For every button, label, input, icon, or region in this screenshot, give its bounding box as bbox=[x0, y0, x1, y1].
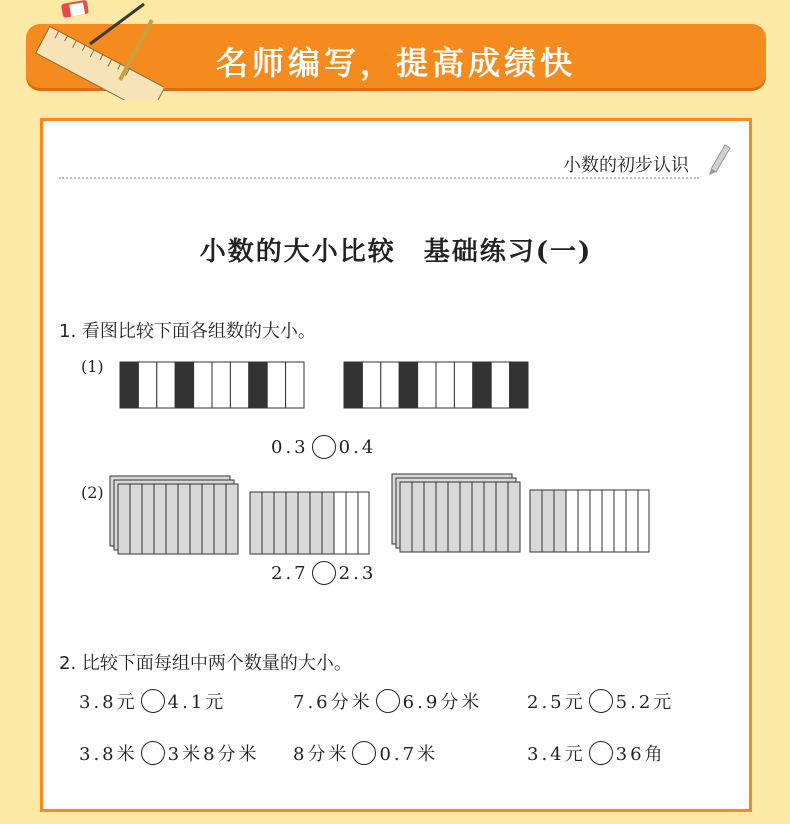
q2-item-circle[interactable] bbox=[589, 689, 613, 713]
compare-1-right: 0.4 bbox=[338, 436, 377, 458]
compare-1 bbox=[271, 435, 376, 459]
strip-cell bbox=[399, 362, 417, 408]
q2-item bbox=[79, 688, 226, 714]
ruler-pencil-icon bbox=[24, 0, 164, 100]
strip-cell bbox=[267, 362, 285, 408]
part-1-label: (1) bbox=[81, 357, 104, 376]
q2-item-left: 8分米 bbox=[293, 744, 350, 765]
part-2-label: (2) bbox=[81, 483, 104, 502]
strip-cell bbox=[194, 362, 212, 408]
strip-cell bbox=[436, 362, 454, 408]
worksheet-card bbox=[40, 118, 752, 812]
q2-item-right: 6.9分米 bbox=[402, 692, 483, 713]
stack-left bbox=[109, 475, 239, 557]
compare-2 bbox=[271, 561, 376, 585]
section-title: 小数的初步认识 bbox=[563, 155, 689, 176]
strip-cell bbox=[286, 362, 304, 408]
q2-item-left: 3.8米 bbox=[79, 744, 138, 765]
question-2-prompt: 2. 比较下面每组中两个数量的大小。 bbox=[59, 653, 352, 674]
strip-cell bbox=[381, 362, 399, 408]
strip-left bbox=[119, 361, 305, 409]
q2-item bbox=[293, 688, 482, 714]
q2-item bbox=[79, 740, 260, 766]
strip-cell bbox=[344, 362, 362, 408]
q2-item-right: 36角 bbox=[615, 744, 666, 765]
q2-item-circle[interactable] bbox=[141, 689, 165, 713]
strip-cell bbox=[454, 362, 472, 408]
strip-cell bbox=[138, 362, 156, 408]
q2-item bbox=[527, 688, 674, 714]
q2-item-circle[interactable] bbox=[376, 689, 400, 713]
q2-item-right: 3米8分米 bbox=[167, 744, 260, 765]
strip-cell bbox=[120, 362, 138, 408]
strip-cell bbox=[491, 362, 509, 408]
strip-cell bbox=[212, 362, 230, 408]
strip-cell bbox=[418, 362, 436, 408]
strip-cell bbox=[230, 362, 248, 408]
strip-cell bbox=[249, 362, 267, 408]
q2-item-left: 3.4元 bbox=[527, 744, 586, 765]
q2-item-circle[interactable] bbox=[589, 741, 613, 765]
dotted-divider bbox=[59, 177, 699, 179]
strip-cell bbox=[473, 362, 491, 408]
banner-title: 名师编写，提高成绩快 bbox=[215, 44, 576, 82]
compare-1-left: 0.3 bbox=[271, 436, 309, 458]
compare-2-left: 2.7 bbox=[271, 562, 309, 584]
q2-item-circle[interactable] bbox=[352, 741, 376, 765]
q2-item-left: 3.8元 bbox=[79, 692, 138, 713]
q2-item bbox=[527, 740, 666, 766]
pencil-icon bbox=[705, 141, 731, 175]
worksheet-title: 小数的大小比较 基础练习(一) bbox=[199, 237, 593, 267]
partial-left bbox=[249, 491, 371, 557]
q2-item-left: 2.5元 bbox=[527, 692, 586, 713]
q2-item-right: 5.2元 bbox=[615, 692, 675, 713]
q2-item-left: 7.6分米 bbox=[293, 692, 373, 713]
q2-item bbox=[293, 740, 438, 766]
strip-cell bbox=[157, 362, 175, 408]
strip-cell bbox=[175, 362, 193, 408]
strip-cell bbox=[510, 362, 528, 408]
stack-right bbox=[391, 473, 521, 555]
q2-item-right: 0.7米 bbox=[379, 744, 439, 765]
q2-item-circle[interactable] bbox=[141, 741, 165, 765]
strip-cell bbox=[362, 362, 380, 408]
q2-item-right: 4.1元 bbox=[167, 692, 227, 713]
compare-2-circle[interactable] bbox=[312, 561, 336, 585]
partial-right bbox=[529, 489, 651, 555]
compare-1-circle[interactable] bbox=[312, 435, 336, 459]
strip-right bbox=[343, 361, 531, 409]
question-1-prompt: 1. 看图比较下面各组数的大小。 bbox=[59, 321, 316, 342]
compare-2-right: 2.3 bbox=[338, 562, 377, 584]
